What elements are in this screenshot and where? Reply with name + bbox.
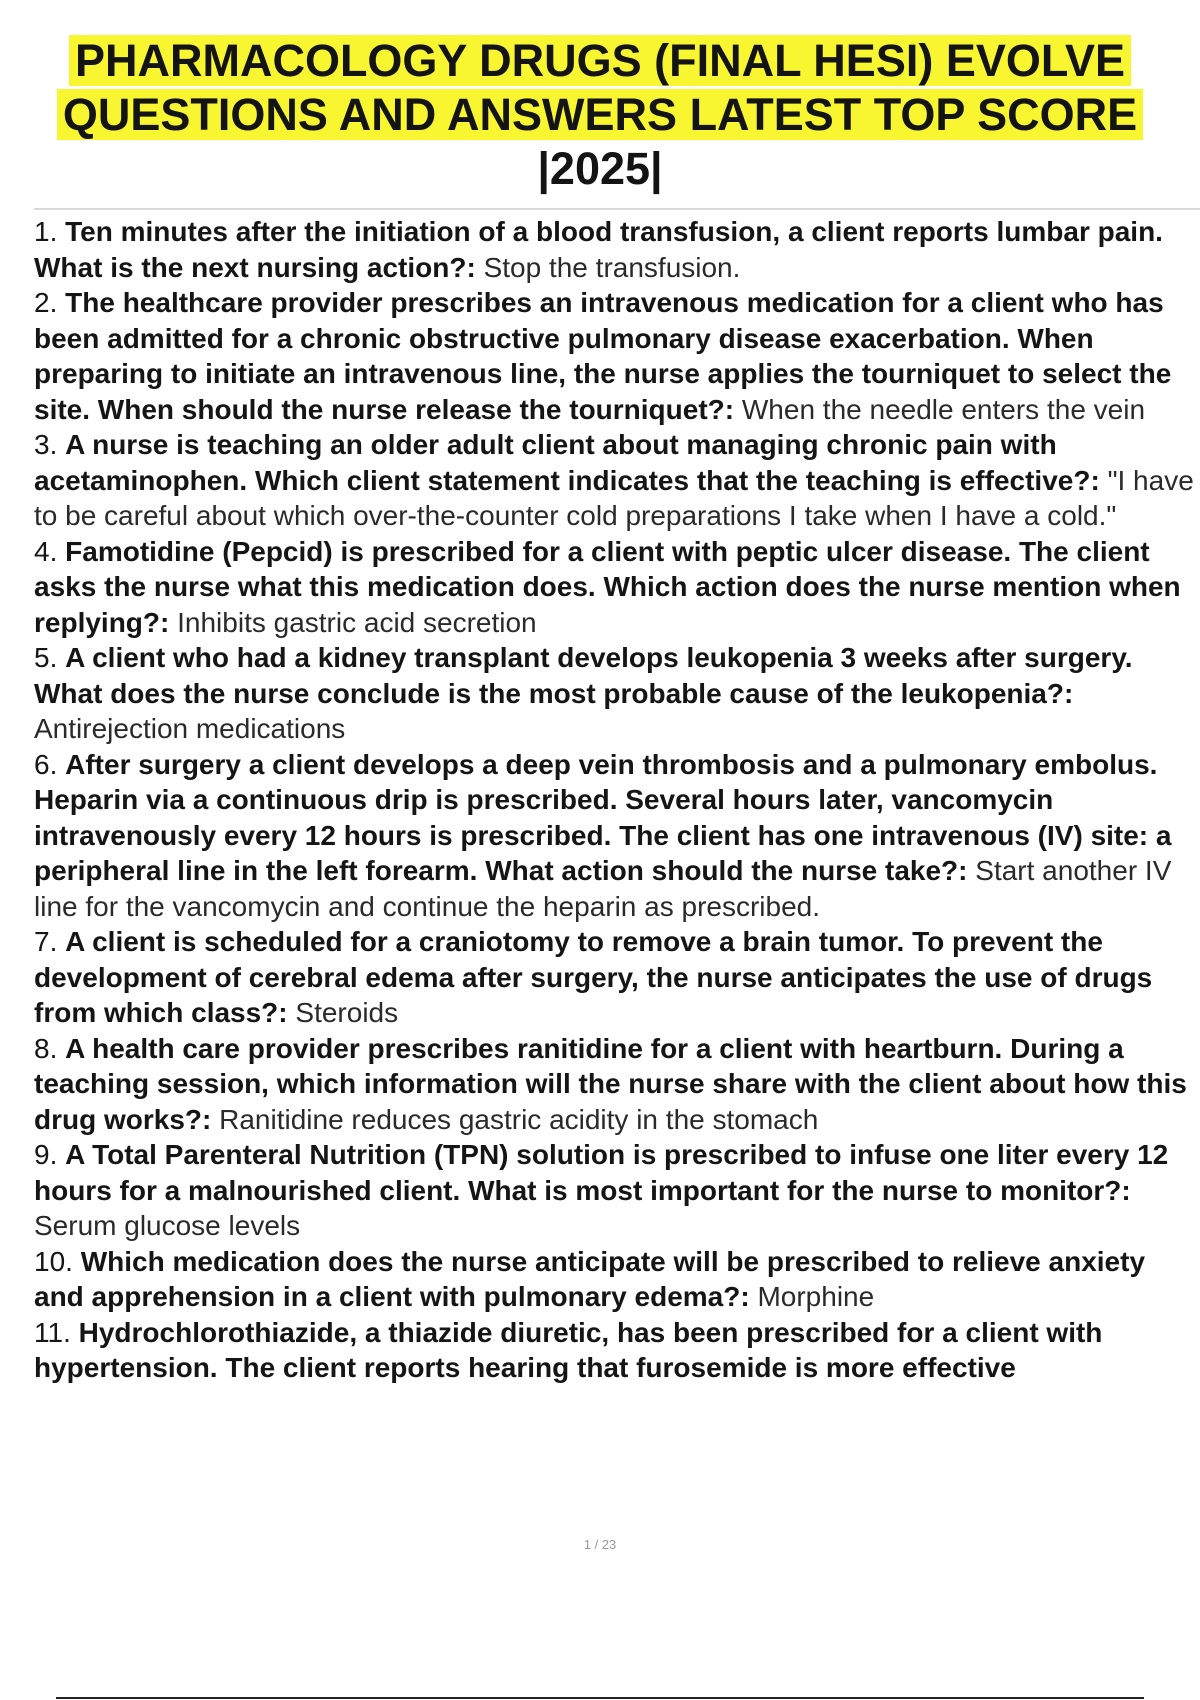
- question-item-3: [34, 427, 1200, 534]
- question-list: [34, 214, 1200, 1386]
- answer-text: Serum glucose levels: [34, 1210, 301, 1241]
- question-text: A client who had a kidney transplant develops leukopenia 3 weeks after surgery. What does the nurse conclude is the most probable cause of the leukopenia?:: [34, 642, 1133, 709]
- question-item-11: [34, 1315, 1200, 1386]
- question-number: 6.: [34, 748, 58, 780]
- answer-text: When the needle enters the vein: [741, 393, 1146, 425]
- question-number: 9.: [34, 1139, 58, 1170]
- question-item-9: [34, 1137, 1200, 1244]
- question-item-10: [34, 1244, 1200, 1315]
- question-item-7: [34, 924, 1200, 1031]
- question-item-2: [34, 285, 1200, 427]
- question-text: After surgery a client develops a deep vein thrombosis and a pulmonary embolus. Heparin via a continuous drip is prescribed. Several hours later, vancomycin intravenously every 12 hours is prescribed. The client has one intravenous (IV) site: a peripheral line in the left forearm. What action should the nurse take?:: [34, 748, 1172, 886]
- question-text: A health care provider prescribes ranitidine for a client with heartburn. During a teaching session, which information will the nurse share with the client about how this drug works?:: [34, 1032, 1187, 1135]
- question-item-5: [34, 640, 1200, 747]
- page-number: 1 / 23: [583, 1537, 617, 1552]
- title-line-3: |2025|: [537, 143, 663, 194]
- title-line-2: QUESTIONS AND ANSWERS LATEST TOP SCORE: [57, 89, 1143, 140]
- question-text: Ten minutes after the initiation of a blood transfusion, a client reports lumbar pain. What is the next nursing action?:: [34, 216, 1163, 283]
- document-title: [30, 34, 1170, 196]
- question-number: 3.: [34, 429, 58, 460]
- question-number: 8.: [34, 1032, 58, 1064]
- answer-text: Morphine: [757, 1281, 875, 1312]
- answer-text: Antirejection medications: [34, 713, 346, 744]
- question-item-8: [34, 1031, 1200, 1138]
- question-number: 5.: [34, 642, 58, 673]
- question-text: The healthcare provider prescribes an intravenous medication for a client who has been admitted for a chronic obstructive pulmonary disease exacerbation. When preparing to initiate an intravenous line, the nurse applies the tourniquet to select the site. When should the nurse release the tourniquet?:: [34, 287, 1172, 425]
- question-item-4: [34, 534, 1200, 641]
- question-item-1: [34, 214, 1200, 285]
- question-text: A Total Parenteral Nutrition (TPN) solution is prescribed to infuse one liter every 12 hours for a malnourished client. What is most important for the nurse to monitor?:: [34, 1139, 1169, 1206]
- answer-text: "I have to be careful about which over-the-counter cold preparations I take when I have a cold.": [34, 464, 1194, 531]
- answer-text: Inhibits gastric acid secretion: [177, 606, 537, 638]
- question-text: Famotidine (Pepcid) is prescribed for a client with peptic ulcer disease. The client asks the nurse what this medication does. Which action does the nurse mention when replying?:: [34, 535, 1181, 638]
- title-divider: [34, 208, 1200, 210]
- question-number: 2.: [34, 287, 58, 318]
- question-number: 1.: [34, 216, 58, 247]
- question-number: 7.: [34, 926, 58, 957]
- question-item-6: [34, 747, 1200, 925]
- question-text: A nurse is teaching an older adult client about managing chronic pain with acetaminophen. Which client statement indicates that the teaching is effective?:: [34, 429, 1100, 496]
- title-line-1: PHARMACOLOGY DRUGS (FINAL HESI) EVOLVE: [69, 35, 1131, 86]
- answer-text: Ranitidine reduces gastric acidity in the stomach: [219, 1103, 819, 1135]
- question-number: 10.: [34, 1245, 73, 1277]
- question-number: 11.: [34, 1316, 71, 1348]
- answer-text: Start another IV line for the vancomycin and continue the heparin as prescribed.: [34, 855, 1172, 922]
- question-text: A client is scheduled for a craniotomy to remove a brain tumor. To prevent the development of cerebral edema after surgery, the nurse anticipates the use of drugs from which class?:: [34, 926, 1153, 1028]
- answer-text: Stop the transfusion.: [483, 251, 741, 283]
- question-text: Hydrochlorothiazide, a thiazide diuretic, has been prescribed for a client with hypertension. The client reports hearing that furosemide is more effective: [34, 1316, 1103, 1383]
- question-text: Which medication does the nurse anticipate will be prescribed to relieve anxiety and apprehension in a client with pulmonary edema?:: [34, 1245, 1146, 1312]
- question-number: 4.: [34, 535, 58, 567]
- footer-divider: [56, 1697, 1144, 1699]
- answer-text: Steroids: [295, 997, 399, 1028]
